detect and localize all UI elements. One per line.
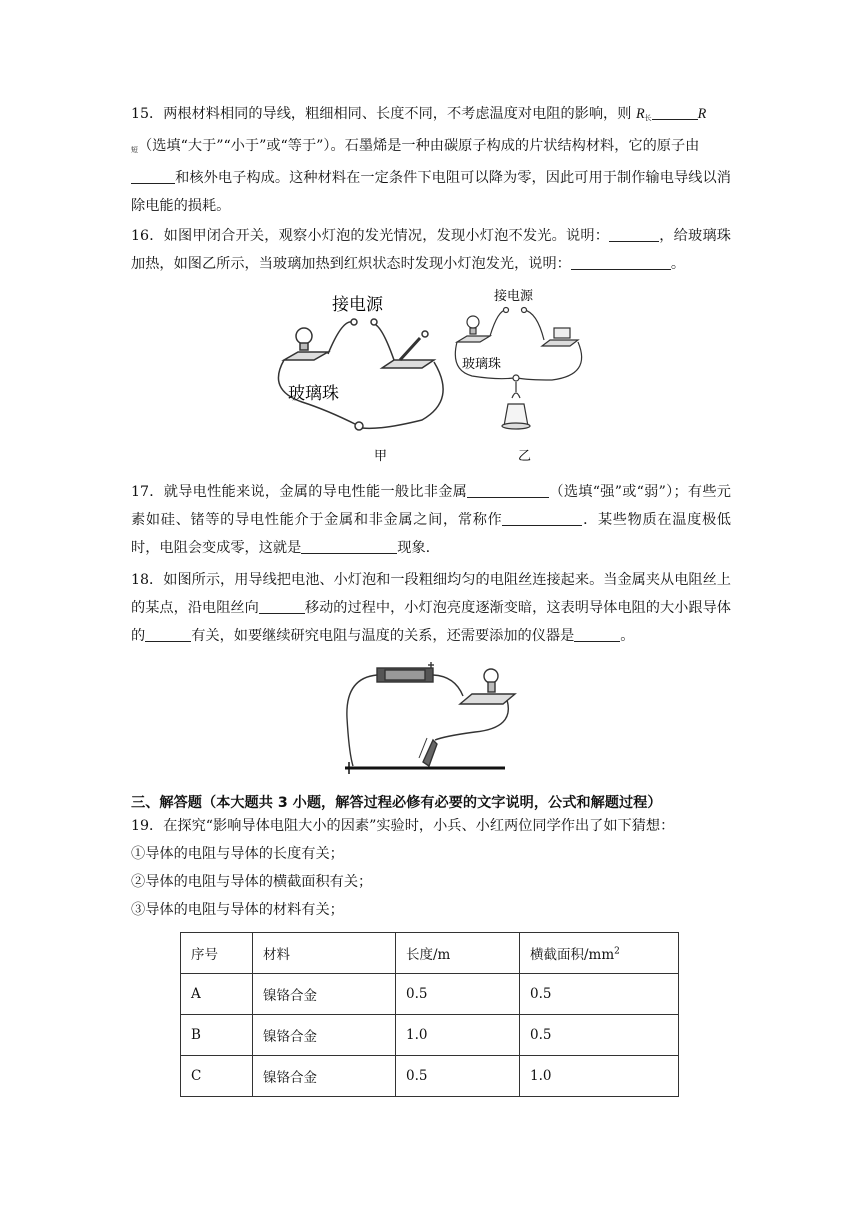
q18-text-d: 。 — [620, 628, 635, 644]
table-cell: 1.0 — [520, 1056, 679, 1097]
q19-hypothesis-3: ③导体的电阻与导体的材料有关； — [131, 902, 344, 918]
q18-text-a: 18．如图所示，用导线把电池、小灯泡和一段粗细均匀的电阻丝连接起来。当金属夹从电阻丝上的某点，沿电阻丝向 — [131, 572, 731, 616]
q18-blank-2[interactable] — [145, 626, 191, 642]
q15-r-symbol-2: R — [697, 106, 707, 122]
table-cell: 镍铬合金 — [253, 974, 396, 1015]
q19-hypothesis-1: ①导体的电阻与导体的长度有关； — [131, 846, 344, 862]
q17-text-b: （选填“强”或“弱”）；有些元素如硅、锗等的导电性能介于金属和非金属之间，常称作 — [131, 484, 731, 528]
table-header-row — [181, 933, 679, 974]
q15-sub-long: 长 — [644, 114, 652, 122]
table-row — [181, 1015, 679, 1056]
q19-intro: 19．在探究“影响导体电阻大小的因素”实验时，小兵、小红两位同学作出了如下猜想： — [131, 818, 675, 834]
table-header-cell — [520, 933, 679, 974]
table-cell: A — [181, 974, 253, 1015]
q16-text-b: ，给玻璃珠加热，如图乙所示，当玻璃加热到红炽状态时发现小灯泡发光，说明： — [131, 228, 731, 272]
question-17 — [131, 478, 731, 562]
q17-text-c: ．某些物质在温度极低时，电阻会变成零，这就是 — [131, 512, 731, 556]
q16-text-a: 16．如图甲闭合开关，观察小灯泡的发光情况，发现小灯泡不发光。说明： — [131, 228, 610, 244]
question-15 — [131, 100, 731, 220]
question-16 — [131, 222, 731, 278]
figure-18 — [335, 658, 525, 778]
fig16-power-label-a: 接电源 — [332, 295, 383, 315]
fig16-glass-label-b: 玻璃珠 — [462, 357, 502, 372]
q17-blank-3[interactable] — [301, 538, 397, 554]
section-3-title: 三、解答题（本大题共 3 小题，解答过程必修有必要的文字说明，公式和解题过程） — [131, 795, 662, 811]
fig16-caption-b: 乙 — [518, 449, 532, 464]
fig16-caption-a: 甲 — [374, 449, 388, 464]
figure-16 — [262, 280, 602, 470]
table-cell: B — [181, 1015, 253, 1056]
table-cell: 0.5 — [520, 1015, 679, 1056]
q16-blank-2[interactable] — [571, 254, 671, 270]
table-cell: 镍铬合金 — [253, 1015, 396, 1056]
table-cell: 镍铬合金 — [253, 1056, 396, 1097]
q16-text-c: 。 — [670, 256, 686, 272]
table-cell: 0.5 — [520, 974, 679, 1015]
q16-blank-1[interactable] — [609, 226, 659, 242]
fig16-glass-label-a: 玻璃珠 — [288, 384, 339, 404]
q19-hypothesis-2: ②导体的电阻与导体的横截面积有关； — [131, 874, 373, 890]
q17-text-d: 现象. — [397, 540, 431, 556]
q18-text-c: 有关，如要继续研究电阻与温度的关系，还需要添加的仪器是 — [191, 628, 575, 644]
question-19 — [131, 812, 731, 924]
q17-text-a: 17．就导电性能来说，金属的导电性能一般比非金属 — [131, 484, 468, 500]
table-header-cell: 长度/m — [396, 933, 520, 974]
figure-18-drawing — [335, 658, 525, 778]
q17-blank-2[interactable] — [502, 510, 582, 526]
q15-blank-1[interactable] — [652, 104, 698, 120]
q18-blank-1[interactable] — [259, 598, 305, 614]
table-header-cell: 材料 — [253, 933, 396, 974]
q15-sub-short: 短 — [131, 146, 138, 154]
fig16-power-label-b: 接电源 — [494, 289, 534, 304]
question-18 — [131, 566, 731, 650]
table-header-cell: 序号 — [181, 933, 253, 974]
area-header-text: 横截面积/mm — [530, 947, 615, 963]
q17-blank-1[interactable] — [467, 482, 549, 498]
table-row — [181, 974, 679, 1015]
table-cell: 1.0 — [396, 1015, 520, 1056]
conductor-table — [180, 932, 679, 1097]
q15-text-b: （选填“大于”“小于”或“等于”）。石墨烯是一种由碳原子构成的片状结构材料，它的原子由 — [138, 138, 700, 154]
table-cell: 0.5 — [396, 1056, 520, 1097]
q15-blank-2[interactable] — [131, 168, 175, 184]
q15-text-a: 15．两根材料相同的导线，粗细相同、长度不同，不考虑温度对电阻的影响，则 — [131, 106, 632, 122]
area-header-sup: 2 — [614, 946, 620, 957]
table-row — [181, 1056, 679, 1097]
q18-text-b: 移动的过程中，小灯泡亮度逐渐变暗，这表明导体电阻的大小跟导体的 — [131, 600, 731, 644]
q15-text-c: 和核外电子构成。这种材料在一定条件下电阻可以降为零，因此可用于制作输电导线以消除电能的损耗。 — [131, 170, 731, 214]
q18-blank-3[interactable] — [574, 626, 620, 642]
q15-r-symbol: R — [635, 106, 645, 122]
table-cell: C — [181, 1056, 253, 1097]
table-cell: 0.5 — [396, 974, 520, 1015]
figure-16-drawing — [262, 280, 602, 470]
